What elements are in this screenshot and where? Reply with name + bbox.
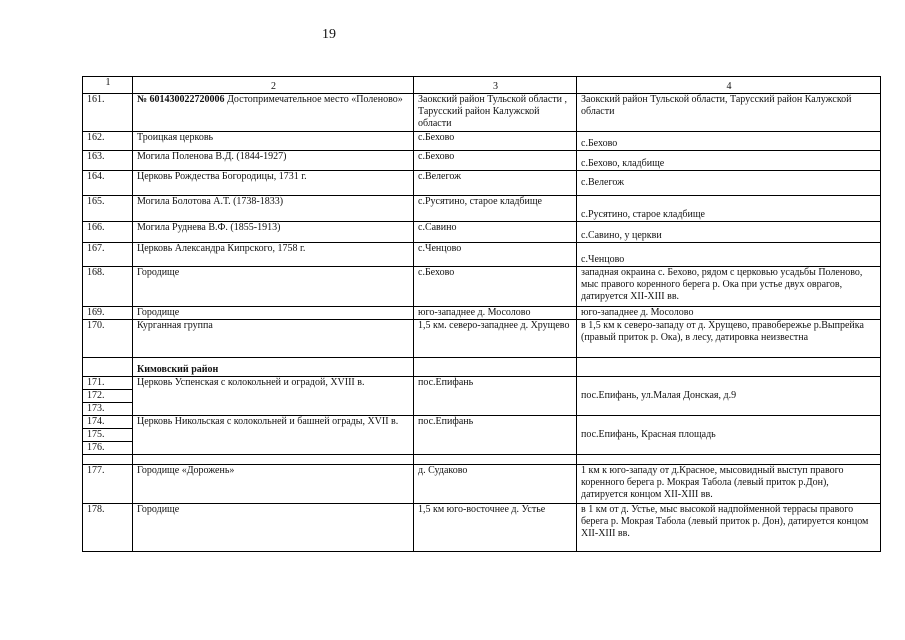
row-number: 173. [87,403,105,414]
spacer-row [83,455,881,465]
table-row [83,504,881,552]
row-number: 175. [83,429,132,442]
row-number: 177. [83,465,133,504]
row-number: 171. [83,377,132,390]
row-number: 169. [83,307,133,320]
object-name: Курганная группа [133,320,414,358]
header-col-3: 3 [414,77,577,94]
spacer-cell [414,455,577,465]
table-row [83,416,881,455]
object-location: с.Бехово [577,132,881,151]
table-row [83,243,881,267]
table-row [83,171,881,196]
spacer-cell [133,455,414,465]
object-district: с.Савино [414,222,577,243]
row-number: 162. [83,132,133,151]
object-name: Церковь Александра Кипрского, 1758 г. [133,243,414,267]
object-location: пос.Епифань, ул.Малая Донская, д.9 [577,377,881,416]
object-location: с.Бехово, кладбище [577,151,881,171]
object-district: с.Бехово [414,151,577,171]
table-header-row [83,77,881,94]
table-row [83,132,881,151]
table-row [83,196,881,222]
object-name: Могила Поленова В.Д. (1844-1927) [133,151,414,171]
object-location: с.Велегож [577,171,881,196]
table-row [83,465,881,504]
object-district: Заокский район Тульской области , Тарусский район Калужской области [414,94,577,132]
section-title: Кимовский район [133,358,414,377]
table-row [83,222,881,243]
row-number: 161. [83,94,133,132]
row-number: 163. [83,151,133,171]
object-location: 1 км к юго-западу от д.Красное, мысовидный выступ правого коренного берега р. Мокрая Табола (левый приток р.Дон), датируется концом XII-XIII вв. [577,465,881,504]
header-col-4: 4 [577,77,881,94]
row-number: 178. [83,504,133,552]
spacer-cell [83,455,133,465]
object-district: с.Русятино, старое кладбище [414,196,577,222]
section-empty-cell [83,358,133,377]
object-location: Заокский район Тульской области, Тарусский район Калужской области [577,94,881,132]
row-number: 174. [83,416,132,429]
object-location: в 1,5 км к северо-западу от д. Хрущево, правобережье р.Выпрейка (правый приток р. Ока), в лесу, датировка неизвестна [577,320,881,358]
object-name: Могила Болотова А.Т. (1738-1833) [133,196,414,222]
spacer-cell [577,455,881,465]
object-name: Церковь Никольская с колокольней и башней ограды, XVII в. [133,416,414,455]
table-row [83,377,881,416]
page-number: 19 [322,27,336,42]
object-district: 1,5 км юго-восточнее д. Устье [414,504,577,552]
row-number: 165. [83,196,133,222]
object-location: в 1 км от д. Устье, мыс высокой надпойменной террасы правого берега р. Мокрая Табола (левый приток р. Дон), датируется концом XII-XIII вв. [577,504,881,552]
object-name: Троицкая церковь [133,132,414,151]
table-row [83,151,881,171]
object-location: юго-западнее д. Мосолово [577,307,881,320]
object-name: Городище «Дорожень» [133,465,414,504]
object-location: пос.Епифань, Красная площадь [577,416,881,455]
row-number: 166. [83,222,133,243]
object-name: Церковь Успенская с колокольней и оградой, XVIII в. [133,377,414,416]
object-name: Городище [133,267,414,307]
object-location: с.Ченцово [577,243,881,267]
object-district: 1,5 км. северо-западнее д. Хрущево [414,320,577,358]
object-district: пос.Епифань [414,416,577,455]
object-district: с.Ченцово [414,243,577,267]
object-district: пос.Епифань [414,377,577,416]
object-district: юго-западнее д. Мосолово [414,307,577,320]
row-number: 170. [83,320,133,358]
object-district: с.Велегож [414,171,577,196]
row-number: 164. [83,171,133,196]
object-district: с.Бехово [414,267,577,307]
object-location: с.Русятино, старое кладбище [577,196,881,222]
row-number: 168. [83,267,133,307]
table-row [83,94,881,132]
object-location: западная окраина с. Бехово, рядом с церковью усадьбы Поленово, мыс правого коренного берега р. Ока при устье двух оврагов, датируется XII-XIII вв. [577,267,881,307]
object-name: Могила Руднева В.Ф. (1855-1913) [133,222,414,243]
object-district: с.Бехово [414,132,577,151]
object-district: д. Судаково [414,465,577,504]
row-number: 172. [83,390,132,403]
object-name: Городище [133,504,414,552]
row-number: 176. [87,442,105,453]
row-number-group [83,377,133,416]
object-name: Городище [133,307,414,320]
table-row [83,307,881,320]
object-location: с.Савино, у церкви [577,222,881,243]
object-registry-code: № 601430022720006 [137,94,225,105]
table-row [83,320,881,358]
heritage-registry-table [82,76,881,552]
table-row [83,267,881,307]
object-name: Церковь Рождества Богородицы, 1731 г. [133,171,414,196]
row-number: 167. [83,243,133,267]
section-header-row [83,358,881,377]
object-name-text: Достопримечательное место «Поленово» [224,94,403,105]
section-empty-cell [577,358,881,377]
header-col-2: 2 [133,77,414,94]
section-empty-cell [414,358,577,377]
header-col-1: 1 [83,77,133,94]
row-number-group [83,416,133,455]
object-name [133,94,414,132]
